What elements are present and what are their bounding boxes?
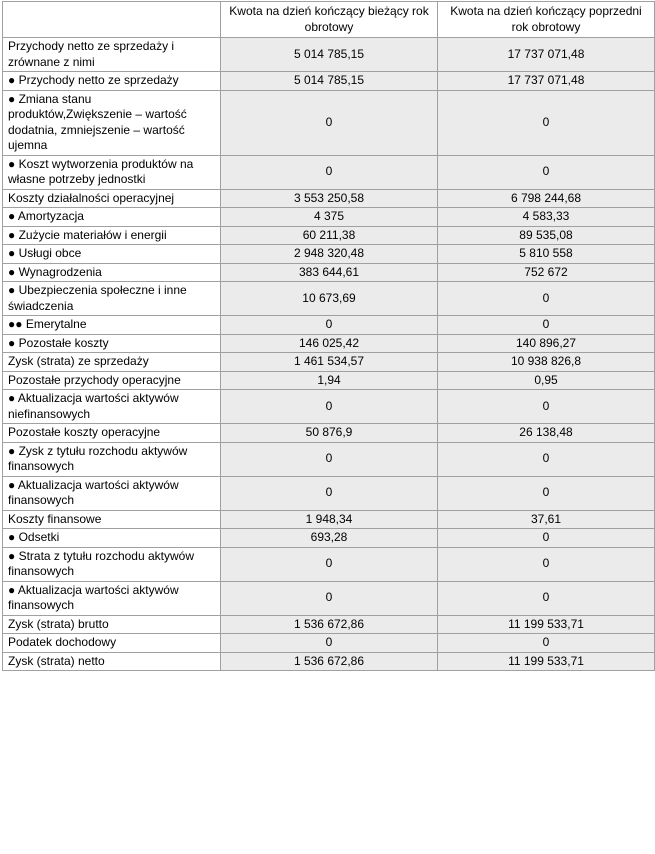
row-label: ● Aktualizacja wartości aktywów finansowych [3, 581, 221, 615]
row-previous-value: 17 737 071,48 [438, 38, 655, 72]
table-row [3, 442, 655, 476]
row-label: ● Zużycie materiałów i energii [3, 226, 221, 245]
row-current-value: 1 948,34 [221, 510, 438, 529]
row-current-value: 1 536 672,86 [221, 652, 438, 671]
row-previous-value: 0 [438, 390, 655, 424]
row-previous-value: 0 [438, 476, 655, 510]
row-current-value: 4 375 [221, 208, 438, 227]
table-row [3, 245, 655, 264]
row-label: Podatek dochodowy [3, 634, 221, 653]
row-previous-value: 5 810 558 [438, 245, 655, 264]
row-current-value: 1 536 672,86 [221, 615, 438, 634]
row-label: Przychody netto ze sprzedaży i zrównane z nimi [3, 38, 221, 72]
row-current-value: 0 [221, 316, 438, 335]
row-label: ● Ubezpieczenia społeczne i inne świadczenia [3, 282, 221, 316]
row-current-value: 2 948 320,48 [221, 245, 438, 264]
row-current-value: 0 [221, 90, 438, 155]
row-label: ● Zysk z tytułu rozchodu aktywów finansowych [3, 442, 221, 476]
table-row [3, 90, 655, 155]
financial-statement-table [2, 1, 655, 671]
row-current-value: 5 014 785,15 [221, 38, 438, 72]
row-previous-value: 0 [438, 442, 655, 476]
row-previous-value: 11 199 533,71 [438, 615, 655, 634]
row-current-value: 146 025,42 [221, 334, 438, 353]
row-previous-value: 4 583,33 [438, 208, 655, 227]
row-label: Zysk (strata) brutto [3, 615, 221, 634]
table-row [3, 634, 655, 653]
row-label: ● Usługi obce [3, 245, 221, 264]
row-label: ● Strata z tytułu rozchodu aktywów finansowych [3, 547, 221, 581]
row-label: Zysk (strata) netto [3, 652, 221, 671]
row-previous-value: 17 737 071,48 [438, 72, 655, 91]
row-previous-value: 10 938 826,8 [438, 353, 655, 372]
row-current-value: 0 [221, 581, 438, 615]
row-label: Pozostałe przychody operacyjne [3, 371, 221, 390]
table-row [3, 282, 655, 316]
table-row [3, 424, 655, 443]
table-header-row [3, 2, 655, 38]
table-row [3, 353, 655, 372]
table-row [3, 155, 655, 189]
header-current-year: Kwota na dzień kończący bieżący rok obrotowy [221, 2, 438, 38]
row-current-value: 3 553 250,58 [221, 189, 438, 208]
row-previous-value: 0 [438, 90, 655, 155]
table-row [3, 263, 655, 282]
table-row [3, 316, 655, 335]
row-current-value: 1 461 534,57 [221, 353, 438, 372]
row-label: ● Koszt wytworzenia produktów na własne potrzeby jednostki [3, 155, 221, 189]
row-previous-value: 6 798 244,68 [438, 189, 655, 208]
row-label: ● Aktualizacja wartości aktywów finansowych [3, 476, 221, 510]
row-previous-value: 752 672 [438, 263, 655, 282]
row-label: Zysk (strata) ze sprzedaży [3, 353, 221, 372]
table-row [3, 390, 655, 424]
row-previous-value: 0 [438, 634, 655, 653]
table-row [3, 72, 655, 91]
row-current-value: 0 [221, 390, 438, 424]
header-previous-year: Kwota na dzień kończący poprzedni rok obrotowy [438, 2, 655, 38]
table-row [3, 371, 655, 390]
row-previous-value: 37,61 [438, 510, 655, 529]
table-row [3, 615, 655, 634]
row-previous-value: 0 [438, 316, 655, 335]
row-label: Koszty działalności operacyjnej [3, 189, 221, 208]
row-label: Koszty finansowe [3, 510, 221, 529]
table-row [3, 226, 655, 245]
row-current-value: 383 644,61 [221, 263, 438, 282]
row-label: ● Wynagrodzenia [3, 263, 221, 282]
table-row [3, 652, 655, 671]
table-row [3, 38, 655, 72]
row-current-value: 0 [221, 155, 438, 189]
row-label: ●● Emerytalne [3, 316, 221, 335]
row-previous-value: 140 896,27 [438, 334, 655, 353]
row-previous-value: 0 [438, 581, 655, 615]
row-previous-value: 89 535,08 [438, 226, 655, 245]
row-label: ● Pozostałe koszty [3, 334, 221, 353]
row-current-value: 60 211,38 [221, 226, 438, 245]
row-label: ● Amortyzacja [3, 208, 221, 227]
table-row [3, 334, 655, 353]
row-current-value: 1,94 [221, 371, 438, 390]
row-label: ● Odsetki [3, 529, 221, 548]
row-previous-value: 0 [438, 547, 655, 581]
row-label: ● Aktualizacja wartości aktywów niefinansowych [3, 390, 221, 424]
table-row [3, 208, 655, 227]
row-current-value: 0 [221, 442, 438, 476]
row-current-value: 693,28 [221, 529, 438, 548]
row-previous-value: 0,95 [438, 371, 655, 390]
row-previous-value: 11 199 533,71 [438, 652, 655, 671]
table-row [3, 510, 655, 529]
table-row [3, 476, 655, 510]
row-current-value: 50 876,9 [221, 424, 438, 443]
row-previous-value: 0 [438, 282, 655, 316]
header-empty-cell [3, 2, 221, 38]
row-previous-value: 0 [438, 529, 655, 548]
row-label: Pozostałe koszty operacyjne [3, 424, 221, 443]
table-row [3, 529, 655, 548]
row-current-value: 10 673,69 [221, 282, 438, 316]
row-previous-value: 26 138,48 [438, 424, 655, 443]
row-current-value: 0 [221, 476, 438, 510]
row-current-value: 0 [221, 547, 438, 581]
row-label: ● Przychody netto ze sprzedaży [3, 72, 221, 91]
row-previous-value: 0 [438, 155, 655, 189]
table-row [3, 189, 655, 208]
row-current-value: 0 [221, 634, 438, 653]
row-label: ● Zmiana stanu produktów,Zwiększenie – wartość dodatnia, zmniejszenie – wartość ujemna [3, 90, 221, 155]
table-row [3, 581, 655, 615]
row-current-value: 5 014 785,15 [221, 72, 438, 91]
table-row [3, 547, 655, 581]
